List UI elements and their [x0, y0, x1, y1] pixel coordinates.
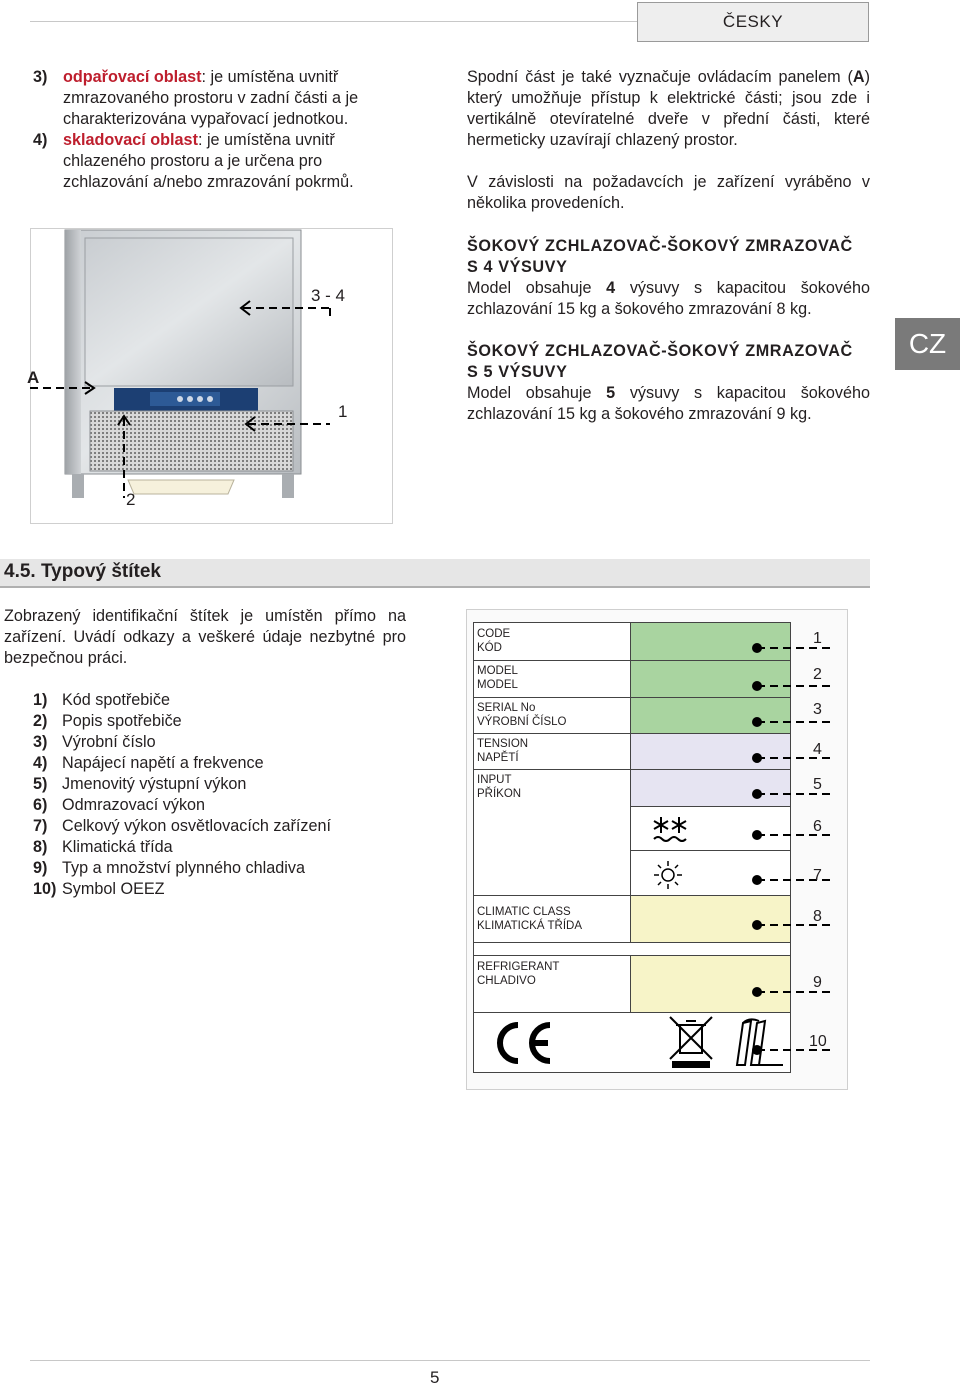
- plate-callout-leaders: [745, 630, 835, 1060]
- ce-mark-icon: [490, 1019, 554, 1067]
- list-item: 2) Popis spotřebiče: [33, 712, 182, 730]
- model-heading: ŠOKOVÝ ZCHLAZOVAČ-ŠOKOVÝ ZMRAZOVAČ: [467, 342, 853, 360]
- footer-rule: [30, 1360, 870, 1361]
- area-definitions: [33, 67, 393, 193]
- list-item: 8) Klimatická třída: [33, 838, 173, 856]
- section-header-rule: [0, 586, 870, 588]
- model-4-drawers: [467, 236, 870, 320]
- plate-callout-number: 10: [809, 1033, 827, 1050]
- model-heading: ŠOKOVÝ ZCHLAZOVAČ-ŠOKOVÝ ZMRAZOVAČ: [467, 237, 853, 255]
- definition-number: 3): [33, 68, 48, 86]
- plate-callout-number: 5: [813, 776, 822, 793]
- definition-term: odpařovací oblast: [63, 68, 202, 86]
- label-input: INPUT PŘÍKON: [477, 774, 522, 800]
- plate-intro: Zobrazený identifikační štítek je umístěn přímo na zařízení. Uvádí odkazy a veškeré údaje nezbytné pro bezpečnou práci.: [4, 607, 406, 667]
- blast-chiller-illustration: [30, 228, 393, 524]
- label-tension: TENSION NAPĚTÍ: [477, 738, 529, 764]
- page-number: 5: [430, 1368, 440, 1387]
- plate-callout-number: 8: [813, 908, 822, 925]
- callout-2: 2: [126, 490, 136, 509]
- intro-paragraph: Spodní část je také vyznačuje ovládacím panelem (A) který umožňuje přístup k elektrické části; jsou zde i vertikálně otevíratelné dveře v přední části, které hermeticky uzavírají chlazený prostor.: [467, 68, 870, 149]
- plate-callout-number: 7: [813, 867, 822, 884]
- lighting-icon: [652, 859, 684, 891]
- list-item: 1) Kód spotřebiče: [33, 691, 170, 709]
- model-description: Model obsahuje 5 výsuvy s kapacitou šokového zchlazování 15 kg a šokového zmrazování 9 kg.: [467, 384, 870, 423]
- model-5-drawers: [467, 341, 870, 425]
- list-item: 9) Typ a množství plynného chladiva: [33, 859, 305, 877]
- side-language-tab: CZ: [895, 318, 960, 370]
- plate-item-list: [33, 690, 433, 900]
- definition-item: 4) skladovací oblast: je umístěna uvnitř chlazeného prostoru a je určena pro zchlazování a/nebo zmrazování pokrmů.: [33, 131, 354, 191]
- plate-callout-number: 6: [813, 818, 822, 835]
- callout-a: A: [27, 368, 40, 387]
- list-item: 5) Jmenovitý výstupní výkon: [33, 775, 247, 793]
- label-model: MODEL MODEL: [477, 665, 518, 691]
- weee-bin-icon: [666, 1015, 718, 1069]
- rating-plate: [473, 622, 791, 1073]
- language-tab: ČESKY: [637, 2, 869, 42]
- intro-text: [467, 67, 870, 425]
- definition-item: 3) odpařovací oblast: je umístěna uvnitř zmrazovaného prostoru v zadní části a je charakterizována vypařovací jednotkou.: [33, 68, 359, 128]
- section-title: 4.5. Typový štítek: [4, 561, 161, 582]
- model-heading: S 5 VÝSUVY: [467, 363, 568, 381]
- label-serial: SERIAL No VÝROBNÍ ČÍSLO: [477, 702, 567, 728]
- plate-callout-number: 2: [813, 666, 822, 683]
- list-item: 6) Odmrazovací výkon: [33, 796, 206, 814]
- model-heading: S 4 VÝSUVY: [467, 258, 568, 276]
- label-refrigerant: REFRIGERANT CHLADIVO: [477, 961, 560, 987]
- callout-3-4: 3 - 4: [311, 286, 346, 305]
- plate-callout-number: 9: [813, 974, 822, 991]
- label-code: CODE KÓD: [477, 628, 511, 654]
- callout-1: 1: [338, 402, 348, 421]
- plate-callout-number: 3: [813, 701, 822, 718]
- list-item: 4) Napájecí napětí a frekvence: [33, 754, 264, 772]
- defrost-icon: [652, 813, 688, 845]
- label-climatic-class: CLIMATIC CLASS KLIMATICKÁ TŘÍDA: [477, 906, 583, 932]
- definition-term: skladovací oblast: [63, 131, 198, 149]
- plate-callout-number: 4: [813, 741, 822, 758]
- model-description: Model obsahuje 4 výsuvy s kapacitou šokového zchlazování 15 kg a šokového zmrazování 8 kg.: [467, 279, 870, 318]
- list-item: 3) Výrobní číslo: [33, 733, 156, 751]
- appliance-figure: [27, 228, 393, 524]
- header-rule: [30, 21, 637, 22]
- definition-number: 4): [33, 131, 48, 149]
- list-item: 7) Celkový výkon osvětlovacích zařízení: [33, 817, 332, 835]
- list-item: 10) Symbol OEEZ: [33, 880, 165, 898]
- intro-paragraph: V závislosti na požadavcích je zařízení vyráběno v několika provedeních.: [467, 173, 870, 212]
- plate-callout-number: 1: [813, 630, 822, 647]
